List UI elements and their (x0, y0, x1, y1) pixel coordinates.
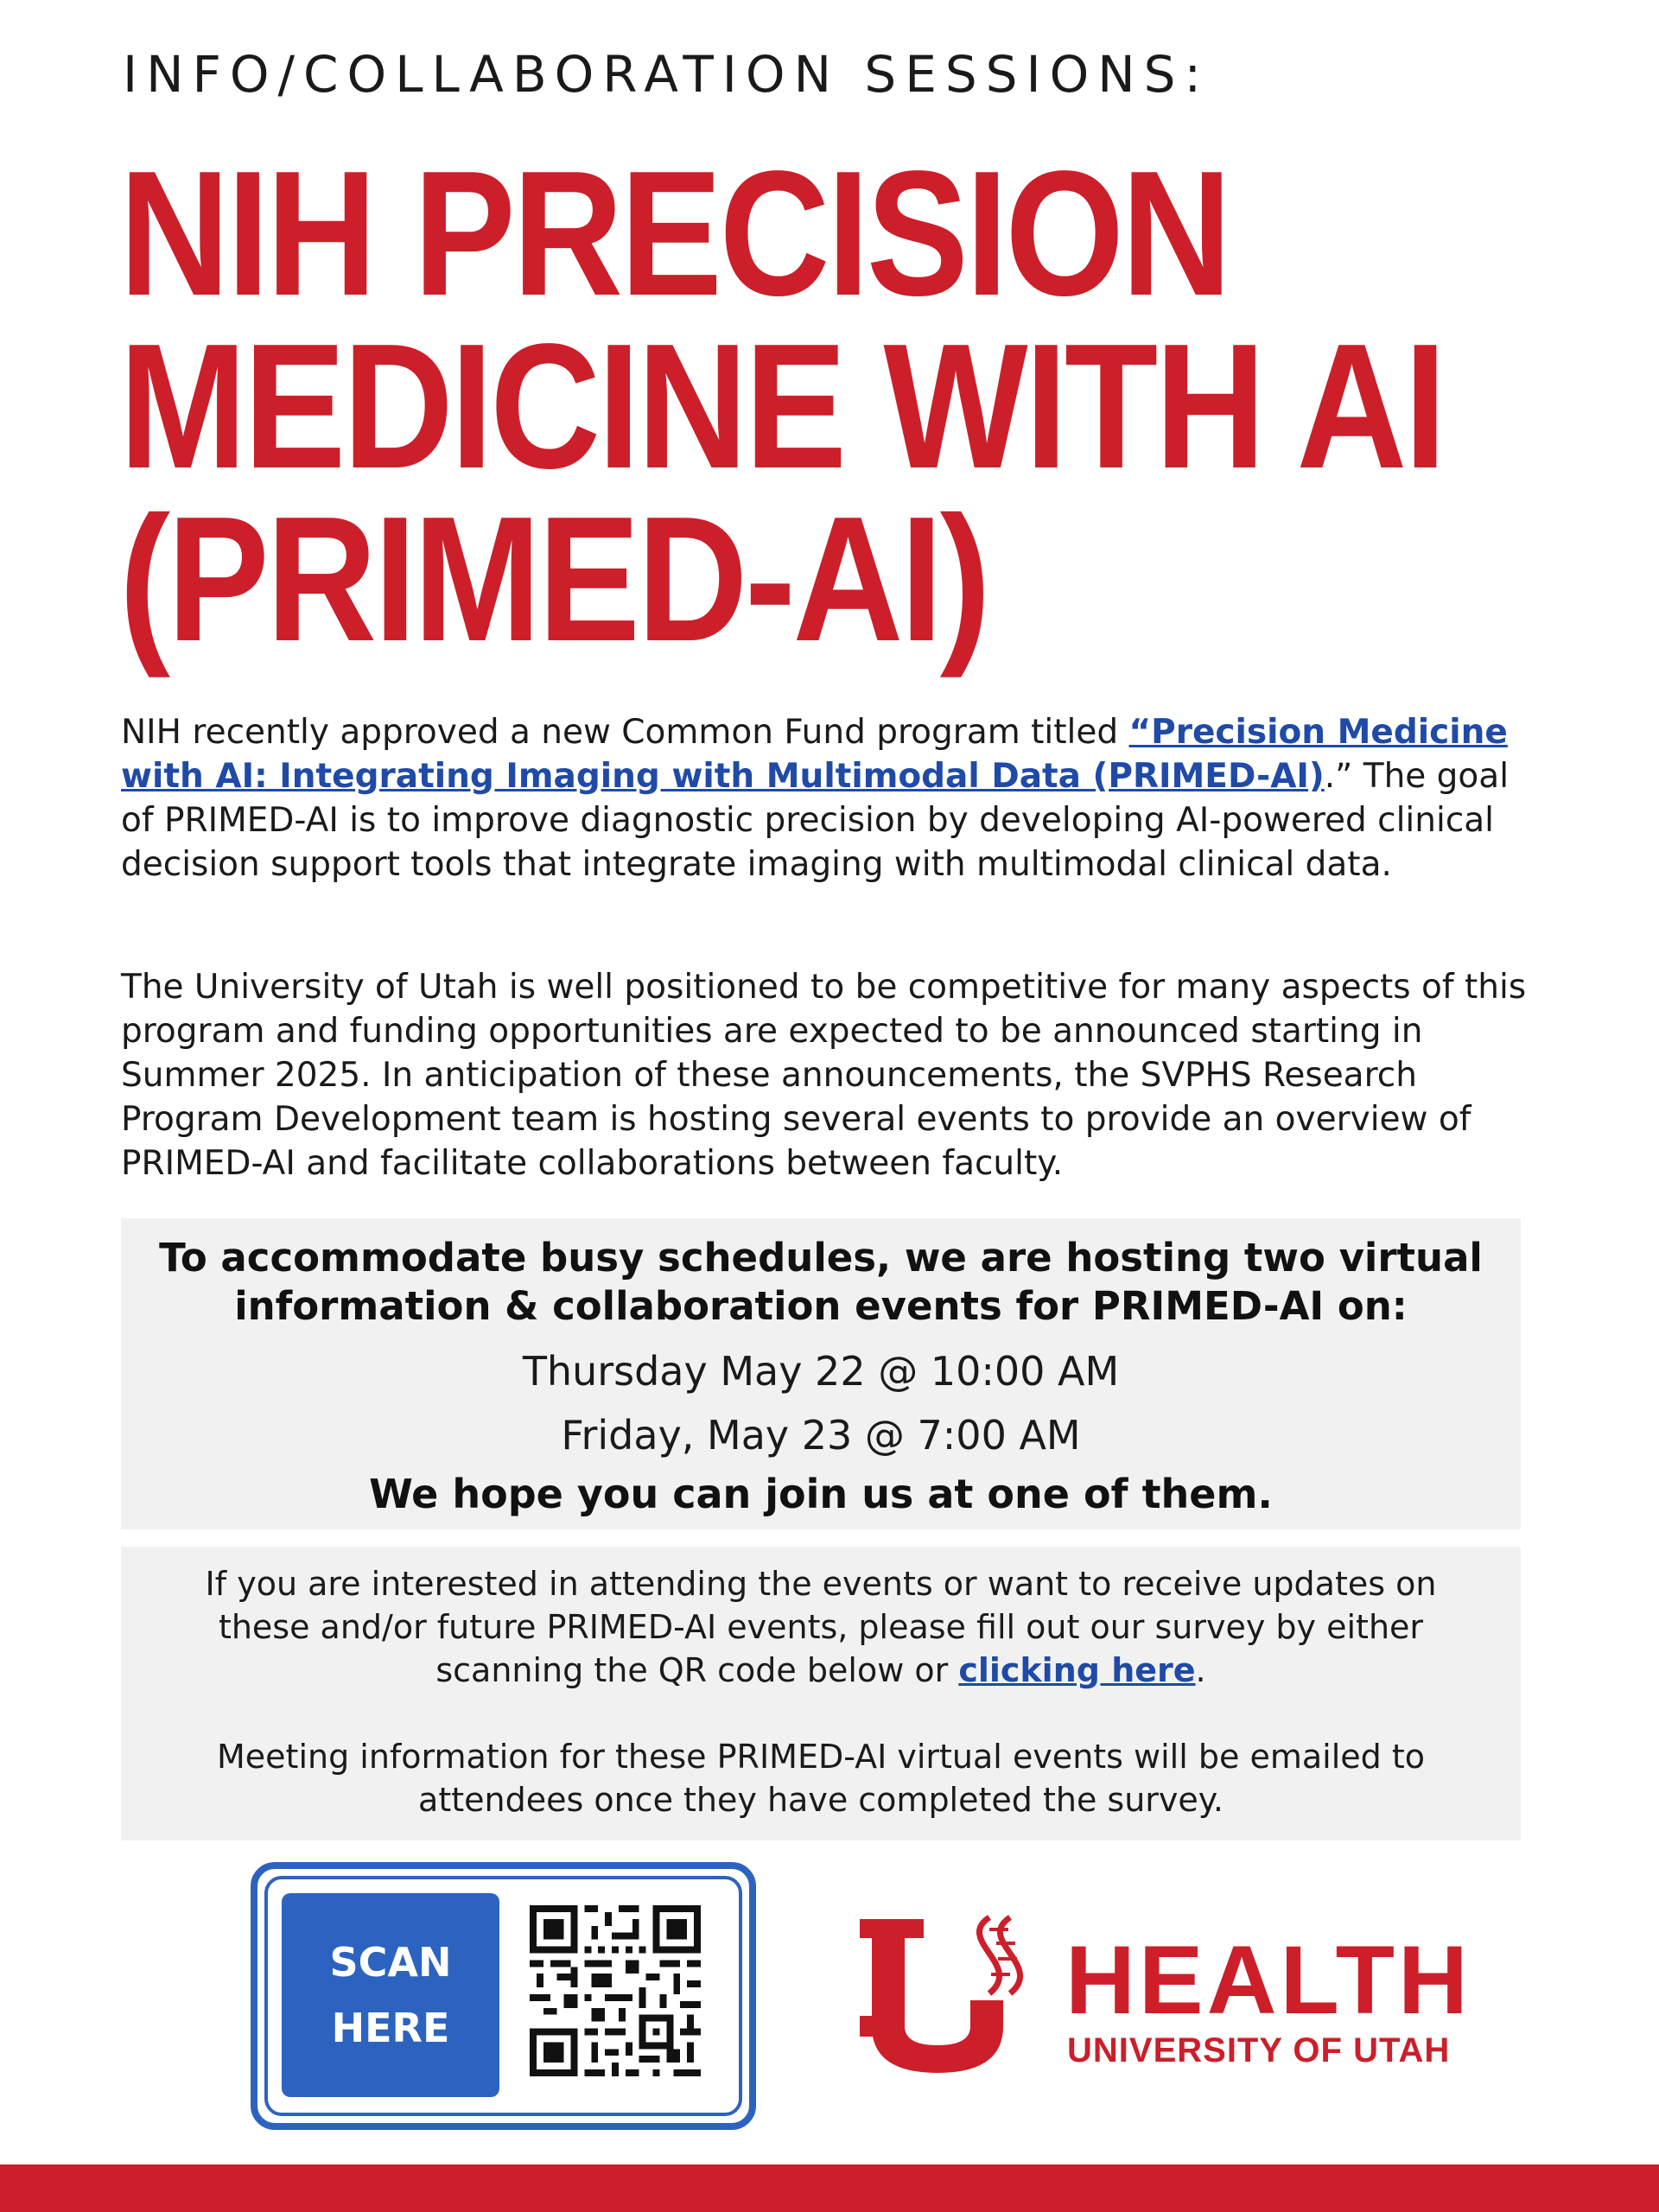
events-footer: We hope you can join us at one of them. (369, 1471, 1273, 1517)
logo-wordmark: HEALTH (1065, 1926, 1471, 2034)
title-line-1: NIH PRECISION (119, 134, 1230, 333)
university-of-utah-health-logo (860, 1914, 1551, 2078)
intro-text-before-link: NIH recently approved a new Common Fund program titled (121, 713, 1129, 752)
survey-text-after-link: . (1195, 1651, 1206, 1689)
eyebrow-heading: INFO/COLLABORATION SESSIONS: (123, 45, 1210, 104)
survey-paragraph (156, 1562, 1486, 1692)
logo-subtitle: UNIVERSITY OF UTAH (1067, 2031, 1451, 2069)
title-line-2: MEDICINE WITH AI (119, 307, 1444, 505)
program-title-link[interactable]: “Precision Medicine with AI: Integrating Imaging with Multimodal Data (PRIMED-AI) (121, 713, 1508, 796)
title-line-3: (PRIMED-AI) (119, 480, 988, 678)
survey-text-before-link: If you are interested in attending the events or want to receive updates on these and/or future PRIMED-AI events, please fill out our survey by either scanning the QR code below or (205, 1565, 1437, 1689)
scan-label-line-2: HERE (331, 2005, 450, 2051)
event-date-2: Friday, May 23 @ 7:00 AM (561, 1412, 1081, 1459)
qr-code-icon[interactable] (530, 1905, 701, 2076)
bottom-accent-bar (0, 2164, 1659, 2212)
meeting-info-paragraph: Meeting information for these PRIMED-AI virtual events will be emailed to attendees once they have completed the survey. (217, 1738, 1425, 1819)
intro-text-after-link: .” The goal of PRIMED-AI is to improve diagnostic precision by developing AI-powered clinical decision support tools that integrate imaging with multimodal clinical data. (121, 757, 1510, 884)
scan-here-label (282, 1893, 499, 2097)
survey-link[interactable]: clicking here (958, 1651, 1196, 1689)
survey-box (121, 1547, 1521, 1840)
events-heading: To accommodate busy schedules, we are hosting two virtual information & collaboration events for PRIMED-AI on: (159, 1235, 1483, 1329)
context-paragraph: The University of Utah is well positioned to be competitive for many aspects of this program and funding opportunities are expected to be announced starting in Summer 2025. In anticipation of these announcements, the SVPHS Research Program Development team is hosting several events to provide an overview of PRIMED-AI and facilitate collaborations between faculty. (121, 968, 1527, 1183)
events-box (121, 1218, 1521, 1529)
qr-card[interactable] (251, 1862, 756, 2130)
block-u-dna-icon (860, 1914, 1041, 2078)
page-title (119, 134, 1444, 678)
intro-paragraph (121, 710, 1538, 887)
event-date-1: Thursday May 22 @ 10:00 AM (522, 1348, 1120, 1395)
scan-label-line-1: SCAN (329, 1939, 452, 1986)
